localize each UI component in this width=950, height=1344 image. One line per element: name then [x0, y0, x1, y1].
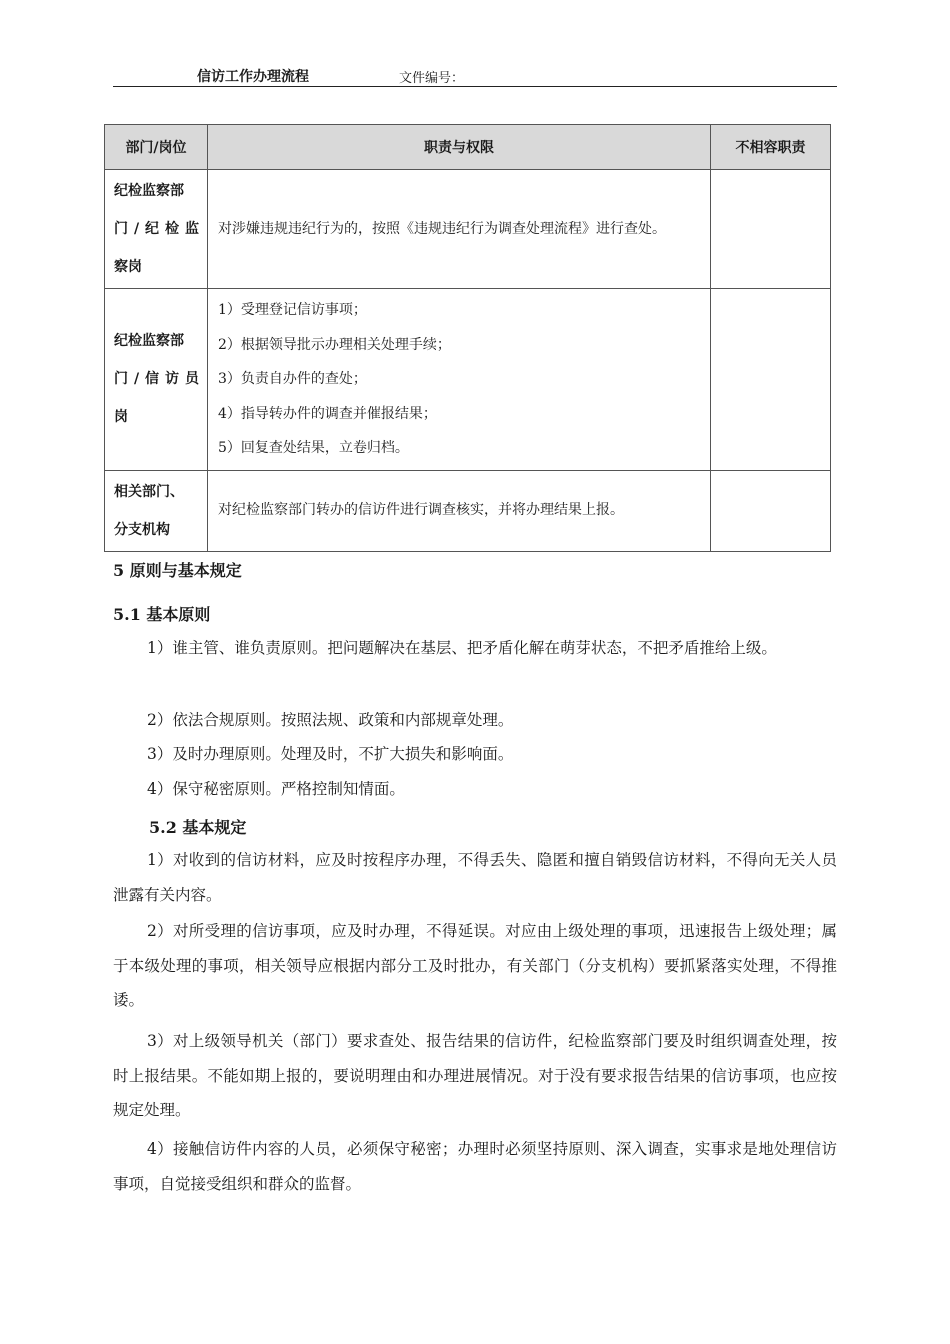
regulation-1: 1）对收到的信访材料，应及时按程序办理，不得丢失、隐匿和擅自销毁信访材料，不得向无关人员泄露有关内容。: [113, 851, 837, 904]
regulation-4: 4）接触信访件内容的人员，必须保守秘密；办理时必须坚持原则、深入调查，实事求是地处理信访事项，自觉接受组织和群众的监督。: [113, 1140, 837, 1193]
document-title: 信访工作办理流程: [197, 69, 309, 85]
principle-2: 2）依法合规原则。按照法规、政策和内部规章处理。: [147, 711, 514, 729]
incompatible-cell: [711, 289, 831, 471]
column-header-dept: 部门/岗位: [105, 125, 208, 170]
dept-line: 纪检监察部: [114, 183, 184, 199]
page-header: [113, 64, 837, 87]
duty-item: 1）受理登记信访事项；: [218, 302, 367, 318]
document-number-label: 文件编号：: [399, 71, 465, 86]
regulation-2: 2）对所受理的信访事项，应及时办理，不得延误。对应由上级处理的事项，迅速报告上级处理；属于本级处理的事项，相关领导应根据内部分工及时批办，有关部门（分支机构）要抓紧落实处理，不得推诿。: [113, 922, 837, 1009]
dept-cell: [105, 170, 208, 289]
table-row: [105, 470, 831, 551]
duty-cell: [208, 170, 711, 289]
table-row: [105, 170, 831, 289]
dept-line: 分支机构: [114, 521, 170, 538]
section-5-heading: 5 原则与基本规定: [113, 561, 242, 580]
dept-cell: [105, 470, 208, 551]
incompatible-cell: [711, 470, 831, 551]
duty-item: 4）指导转办件的调查并催报结果；: [218, 405, 437, 422]
table-header-row: [105, 125, 831, 170]
section-5-1-heading: 5.1 基本原则: [113, 605, 211, 624]
duty-item: 5）回复查处结果，立卷归档。: [218, 440, 409, 456]
dept-line: 岗: [114, 409, 128, 426]
section-5-2-heading: 5.2 基本规定: [149, 818, 247, 837]
dept-line: 门/纪检监: [114, 221, 199, 237]
duty-cell: [208, 289, 711, 471]
incompatible-cell: [711, 170, 831, 289]
principle-4: 4）保守秘密原则。严格控制知情面。: [147, 780, 405, 798]
dept-line: 门/信访员: [114, 371, 199, 388]
principle-3: 3）及时办理原则。处理及时，不扩大损失和影响面。: [147, 745, 514, 763]
principle-1: 1）谁主管、谁负责原则。把问题解决在基层、把矛盾化解在萌芽状态，不把矛盾推给上级。: [147, 639, 777, 657]
dept-line: 纪检监察部: [114, 333, 184, 350]
dept-line: 相关部门、: [114, 483, 184, 500]
duty-item: 3）负责自办件的查处；: [218, 371, 367, 387]
dept-line: 察岗: [114, 259, 142, 275]
regulation-3: 3）对上级领导机关（部门）要求查处、报告结果的信访件，纪检监察部门要及时组织调查处理，按时上报结果。不能如期上报的，要说明理由和办理进展情况。对于没有要求报告结果的信访事项，也应按规定处理。: [113, 1032, 837, 1119]
dept-cell: [105, 289, 208, 471]
duty-cell: [208, 470, 711, 551]
table-row: [105, 289, 831, 471]
column-header-incompatible: 不相容职责: [711, 125, 831, 170]
responsibility-table: [104, 124, 831, 552]
column-header-duties: 职责与权限: [208, 125, 711, 170]
duty-text: 对涉嫌违规违纪行为的，按照《违规违纪行为调查处理流程》进行查处。: [218, 220, 666, 237]
duty-item: 2）根据领导批示办理相关处理手续；: [218, 336, 451, 353]
duty-text: 对纪检监察部门转办的信访件进行调查核实，并将办理结果上报。: [218, 502, 624, 518]
